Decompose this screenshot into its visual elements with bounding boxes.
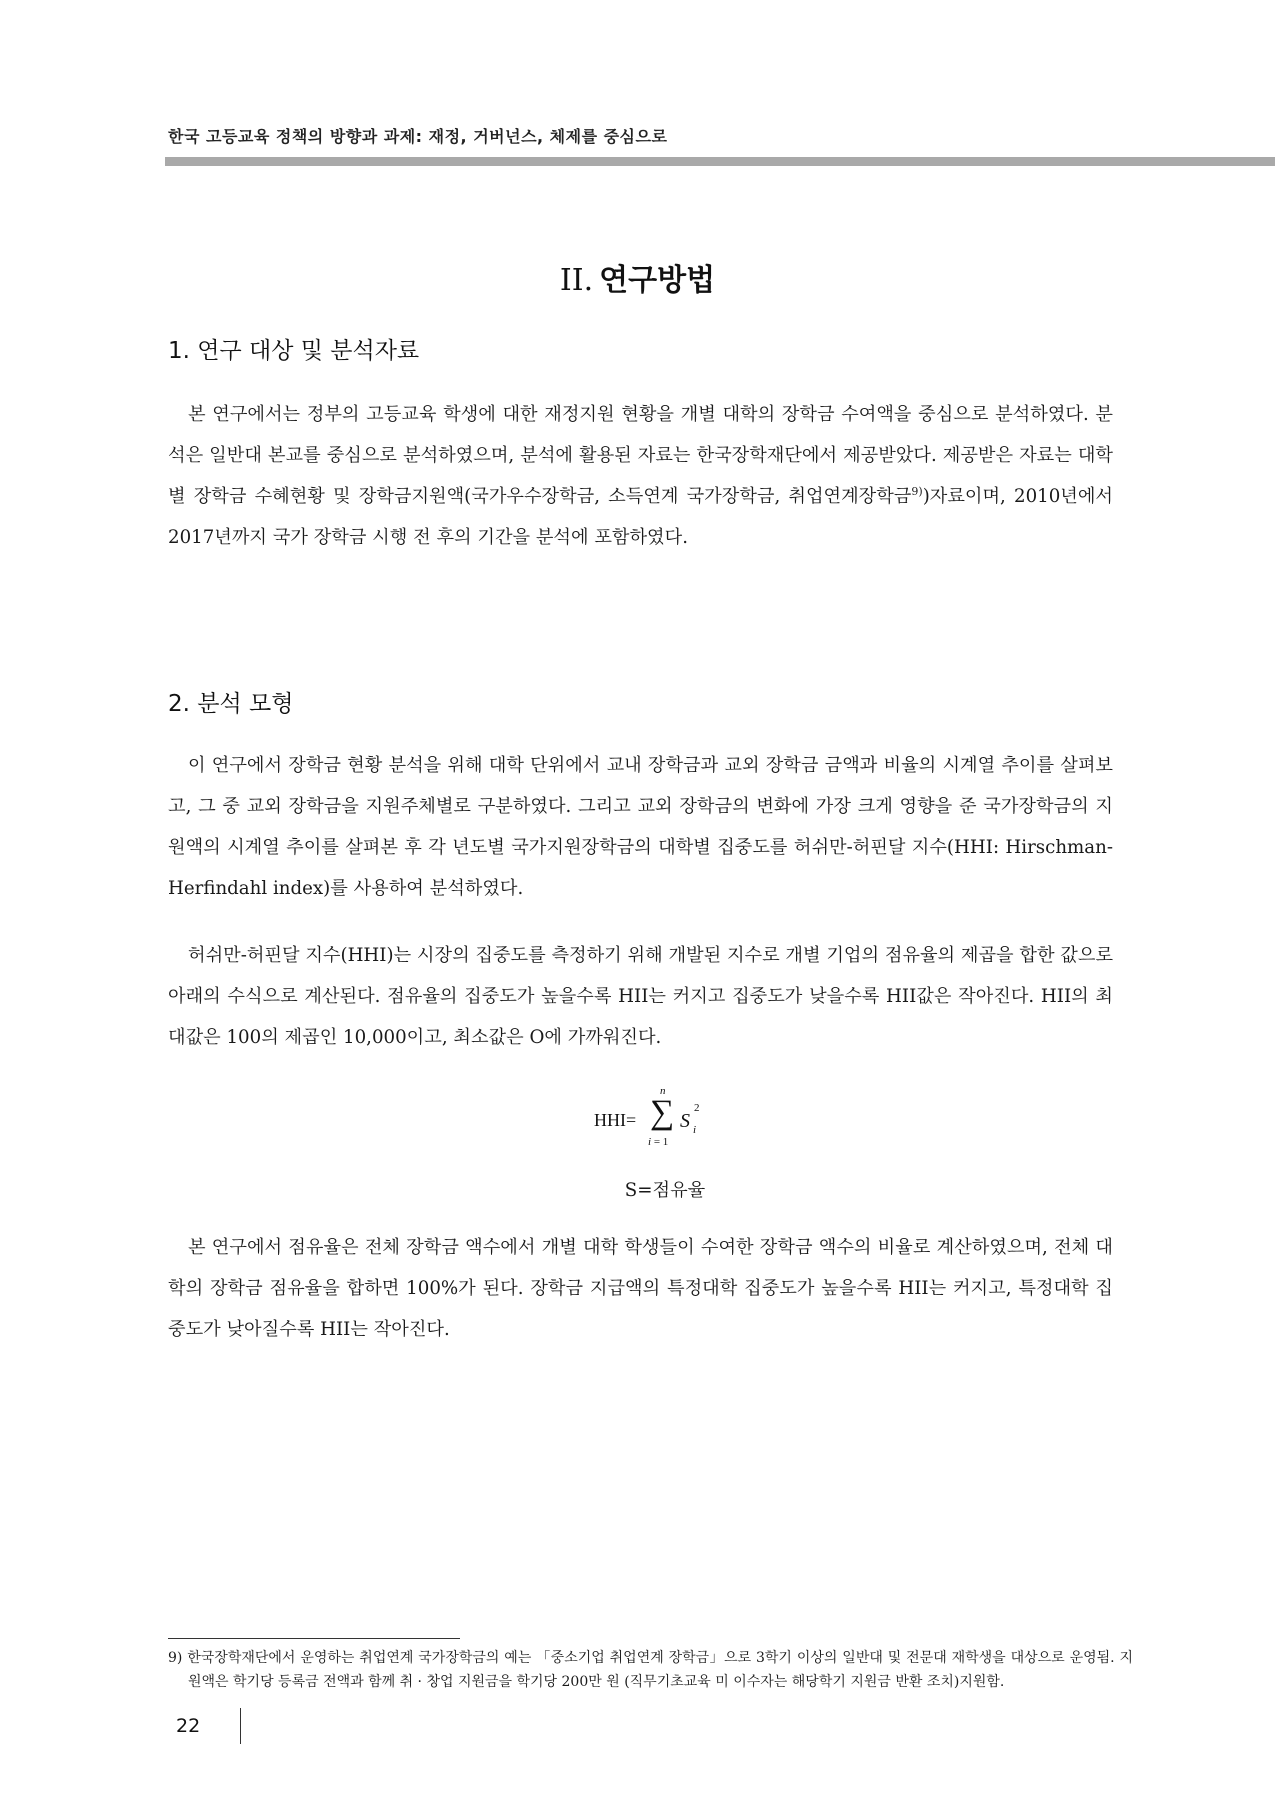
- section2-paragraph-2: 허쉬만-허핀달 지수(HHI)는 시장의 집중도를 측정하기 위해 개발된 지수로 개별 기업의 점유율의 제곱을 합한 값으로 아래의 수식으로 계산된다. 점유율의 집중도가 높을수록 HII는 커지고 집중도가 낮을수록 HII값은 작아진다. HII의 최대값은 100의 제곱인 10,000이고, 최소값은 O에 가까워진다.: [168, 945, 1114, 1048]
- running-head: 한국 고등교육 정책의 방향과 과제: 재정, 거버넌스, 체제를 중심으로: [168, 127, 668, 146]
- section-heading-2: 2. 분석 모형: [168, 691, 294, 717]
- hhi-formula: [594, 1085, 744, 1156]
- formula-upper-limit: n: [660, 1085, 666, 1097]
- section1-text-b: )자료이며, 2010년에서 2017년까지 국가 장학금 시행 전 후의 기간을 분석에 포함하였다.: [168, 486, 1113, 548]
- formula-lower-limit: [648, 1136, 668, 1148]
- chapter-title: [0, 255, 1275, 299]
- footnote-rule: [168, 1638, 460, 1639]
- page-number: 22: [176, 1715, 201, 1737]
- formula-index-var: i: [648, 1136, 652, 1148]
- formula-exponent: 2: [694, 1102, 700, 1114]
- footnote-mark[interactable]: 9): [911, 484, 923, 498]
- formula-subscript: i: [693, 1124, 697, 1136]
- page-number-rule: [240, 1708, 241, 1744]
- formula-definition: S=점유율: [624, 1180, 706, 1201]
- section1-paragraph: [168, 394, 1113, 558]
- formula-index-start: = 1: [651, 1136, 669, 1148]
- section-heading-1: 1. 연구 대상 및 분석자료: [168, 338, 420, 364]
- chapter-title-text: 연구방법: [599, 263, 716, 298]
- section2-paragraph-1: 이 연구에서 장학금 현황 분석을 위해 대학 단위에서 교내 장학금과 교외 장학금 금액과 비율의 시계열 추이를 살펴보고, 그 중 교외 장학금을 지원주체별로 구분하였다. 그리고 교외 장학금의 변화에 가장 크게 영향을 준 국가장학금의 지원액의 시계열 추이를 살펴본 후 각 년도별 국가지원장학금의 대학별 집중도를 허쉬만-허핀달 지수(HHI: Hirschman-Herfindahl index)를 사용하여 분석하였다.: [168, 755, 1113, 899]
- summation-symbol: ∑: [650, 1094, 675, 1131]
- section1-text-a: 본 연구에서는 정부의 고등교육 학생에 대한 재정지원 현황을 개별 대학의 장학금 수여액을 중심으로 분석하였다. 분석은 일반대 본교를 중심으로 분석하였으며, 분석에 활용된 자료는 한국장학재단에서 제공받았다. 제공받은 자료는 대학별 장학금 수혜현황 및 장학금지원액(국가우수장학금, 소득연계 국가장학금, 취업연계장학금: [168, 404, 1113, 507]
- chapter-number: II.: [559, 263, 594, 298]
- formula-lhs: HHI=: [594, 1110, 637, 1130]
- section2-paragraph-3: 본 연구에서 점유율은 전체 장학금 액수에서 개별 대학 학생들이 수여한 장학금 액수의 비율로 계산하였으며, 전체 대학의 장학금 점유율을 합하면 100%가 된다. 장학금 지급액의 특정대학 집중도가 높을수록 HII는 커지고, 특정대학 집중도가 낮아질수록 HII는 작아진다.: [168, 1237, 1113, 1340]
- formula-term: S: [680, 1110, 690, 1132]
- header-rule: [165, 157, 1275, 166]
- footnote-9: 9) 한국장학재단에서 운영하는 취업연계 국가장학금의 예는 「중소기업 취업연계 장학금」으로 3학기 이상의 일반대 및 전문대 재학생을 대상으로 운영됨. 지원액은 학기당 등록금 전액과 함께 취 · 창업 지원금을 학기당 200만 원 (직무기초교육 미 이수자는 해당학기 지원금 반환 조치)지원함.: [168, 1650, 1133, 1690]
